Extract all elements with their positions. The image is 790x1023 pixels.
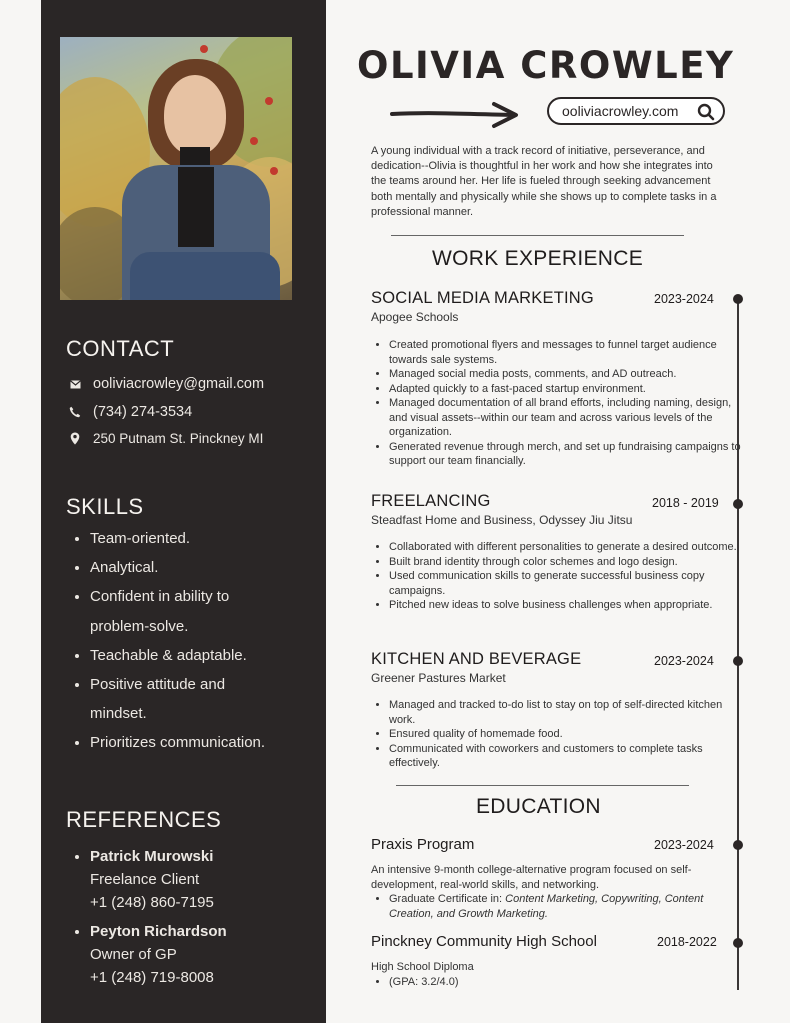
job-bullets	[371, 338, 744, 469]
reference-role: Owner of GP	[90, 946, 177, 963]
list-item: • Generated revenue through merch, and set up fundraising campaigns to support our team financially.	[389, 440, 744, 469]
job-title: FREELANCING	[371, 492, 491, 510]
reference-name: Patrick Murowski	[90, 848, 214, 865]
list-item: • Positive attitude and mindset.	[90, 670, 265, 728]
job-bullets	[371, 540, 744, 613]
job-title: KITCHEN AND BEVERAGE	[371, 650, 582, 668]
references-list	[66, 845, 340, 995]
education-description: An intensive 9-month college-alternative program focused on self-development, real-world skills, and networking.	[371, 864, 692, 891]
timeline-dot	[733, 840, 743, 850]
school-name: Pinckney Community High School	[371, 933, 597, 950]
envelope-icon	[67, 380, 83, 389]
education-bullets	[371, 892, 744, 921]
job-dates: 2023-2024	[654, 654, 714, 668]
contact-phone-text: (734) 274-3534	[93, 404, 193, 420]
job-dates: 2023-2024	[654, 292, 714, 306]
search-icon	[697, 103, 715, 124]
education-heading: EDUCATION	[476, 795, 601, 818]
education-dates: 2018-2022	[657, 935, 717, 949]
list-item: • Analytical.	[90, 553, 340, 582]
list-item: • Managed social media posts, comments, and AD outreach.	[389, 367, 744, 382]
list-item: • Built brand identity through color schemes and logo design.	[389, 555, 744, 570]
reference-name: Peyton Richardson	[90, 923, 227, 940]
job-dates: 2018 - 2019	[652, 496, 719, 510]
contact-address-text: 250 Putnam St. Pinckney MI	[93, 431, 264, 446]
certificate-fields: Content Marketing, Copywriting, Content Creation, and Growth Marketing.	[389, 893, 704, 920]
list-item: • Communicated with coworkers and customers to complete tasks effectively.	[389, 742, 744, 771]
list-item: • Adapted quickly to a fast-paced startup environment.	[389, 382, 744, 397]
contact-email[interactable]	[67, 376, 264, 392]
timeline-dot	[733, 938, 743, 948]
reference-item	[90, 845, 340, 914]
work-experience-heading: WORK EXPERIENCE	[432, 247, 644, 270]
skills-heading: SKILLS	[66, 494, 144, 519]
divider	[391, 235, 684, 236]
location-pin-icon	[67, 432, 83, 445]
list-item: • Confident in ability to problem-solve.	[90, 582, 275, 640]
reference-item	[90, 920, 340, 989]
list-item: • Teachable & adaptable.	[90, 641, 340, 670]
education-bullets	[371, 975, 744, 990]
list-item: • Ensured quality of homemade food.	[389, 727, 744, 742]
list-item: • Pitched new ideas to solve business challenges when appropriate.	[389, 598, 744, 613]
sidebar	[41, 0, 326, 1023]
reference-role: Freelance Client	[90, 871, 200, 888]
list-item: • Collaborated with different personalities to generate a desired outcome.	[389, 540, 744, 555]
certificate-label: Graduate Certificate in:	[389, 893, 506, 905]
reference-phone[interactable]: +1 (248) 860-7195	[90, 894, 214, 911]
list-item: • (GPA: 3.2/4.0)	[389, 975, 744, 990]
website-text: ooliviacrowley.com	[562, 103, 679, 119]
timeline-dot	[733, 499, 743, 509]
timeline-dot	[733, 294, 743, 304]
list-item: • Prioritizes communication.	[90, 728, 340, 757]
contact-address	[67, 431, 263, 446]
education-dates: 2023-2024	[654, 838, 714, 852]
job-organization: Apogee Schools	[371, 310, 459, 324]
reference-phone[interactable]: +1 (248) 719-8008	[90, 969, 214, 986]
job-organization: Steadfast Home and Business, Odyssey Jiu Jitsu	[371, 513, 633, 527]
list-item	[389, 892, 744, 921]
list-item: • Team-oriented.	[90, 524, 340, 553]
divider	[396, 785, 689, 786]
contact-heading: CONTACT	[66, 336, 175, 361]
list-item: • Managed documentation of all brand efforts, including naming, design, and visual assets--within our team and across various levels of the organization.	[389, 396, 744, 440]
phone-icon	[67, 406, 83, 418]
list-item: • Created promotional flyers and messages to funnel target audience towards sale systems.	[389, 338, 744, 367]
school-name: Praxis Program	[371, 836, 475, 853]
job-bullets	[371, 698, 744, 771]
job-title: SOCIAL MEDIA MARKETING	[371, 289, 594, 307]
profile-photo	[60, 37, 292, 300]
job-organization: Greener Pastures Market	[371, 671, 506, 685]
list-item: • Managed and tracked to-do list to stay on top of self-directed kitchen work.	[389, 698, 744, 727]
education-description: High School Diploma	[371, 961, 474, 973]
list-item: • Used communication skills to generate successful business copy campaigns.	[389, 569, 744, 598]
candidate-name: OLIVIA CROWLEY	[357, 44, 735, 87]
skills-list	[66, 524, 340, 758]
website-link[interactable]	[547, 97, 725, 125]
timeline-dot	[733, 656, 743, 666]
contact-email-text: ooliviacrowley@gmail.com	[93, 376, 265, 392]
contact-phone[interactable]	[67, 404, 192, 420]
references-heading: REFERENCES	[66, 807, 222, 832]
profile-summary: A young individual with a track record of initiative, perseverance, and dedication--Olivia is thoughtful in her work and how she integrates into the teams around her. Her life is fueled through seeking advancement both mentally and physically while she shows up to complete tasks in a professional manner.	[371, 145, 717, 218]
arrow-right-icon	[390, 100, 520, 130]
